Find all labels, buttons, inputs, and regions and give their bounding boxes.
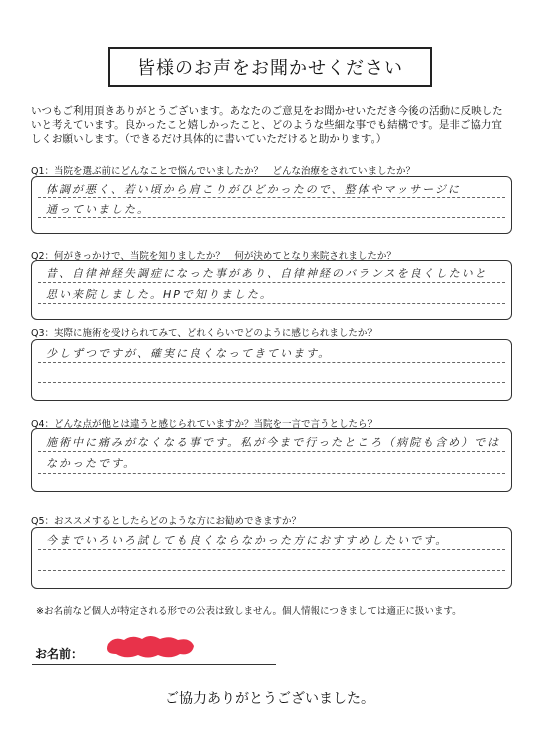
answer-box-2[interactable] — [31, 260, 512, 320]
answer-4-line-2: なかったです。 — [46, 457, 137, 470]
answer-1-line-2: 通っていました。 — [46, 203, 150, 216]
ruled-line — [38, 197, 505, 198]
ruled-line — [38, 570, 505, 571]
thanks-message: ご協力ありがとうございました。 — [165, 691, 375, 707]
question-2: Q2：何がきっかけで、当院を知りましたか？ 何が決めてとなり来院されましたか？ — [31, 251, 396, 262]
answer-box-5[interactable] — [31, 527, 512, 589]
answer-2-line-2: 思い来院しました。HPで知りました。 — [46, 288, 273, 301]
question-1: Q1：当院を選ぶ前にどんなことで悩んでいましたか？ どんな治療をされていましたか？ — [31, 166, 416, 177]
page-title: 皆様のお声をお聞かせください — [108, 47, 432, 87]
ruled-line — [38, 282, 505, 283]
answer-3-line-1: 少しずつですが、確実に良くなってきています。 — [46, 347, 332, 360]
question-3: Q3：実際に施術を受けられてみて、どれくらいでどのように感じられましたか？ — [31, 328, 377, 339]
answer-box-1[interactable] — [31, 176, 512, 234]
privacy-notice: ※お名前など個人が特定される形での公表は致しません。個人情報につきましては適正に扱います。 — [36, 606, 462, 617]
name-field-underline[interactable] — [32, 664, 276, 665]
ruled-line — [38, 473, 505, 474]
ruled-line — [38, 382, 505, 383]
answer-4-line-1: 施術中に痛みがなくなる事です。私が今まで行ったところ（病院も含め）では — [46, 436, 501, 449]
question-4: Q4：どんな点が他とは違うと感じられていますか？当院を一言で言うとしたら？ — [31, 419, 378, 430]
answer-5-line-1: 今までいろいろ試しても良くならなかった方におすすめしたいです。 — [46, 534, 449, 547]
answer-box-3[interactable] — [31, 339, 512, 401]
ruled-line — [38, 362, 505, 363]
name-redaction-mark — [104, 634, 196, 660]
ruled-line — [38, 451, 505, 452]
intro-text: いつもご利用頂きありがとうございます。あなたのご意見をお聞かせいただき今後の活動に反映したいと考えています。良かったこと嬉しかったこと、どのような些細な事でも結構です。是非ご協力宜しくお願いします。（できるだけ具体的に書いていただけると助かります。） — [31, 105, 503, 145]
name-label: お名前： — [35, 647, 84, 661]
answer-2-line-1: 昔、自律神経失調症になった事があり、自律神経のバランスを良くしたいと — [46, 267, 488, 280]
answer-1-line-1: 体調が悪く、若い頃から肩こりがひどかったので、整体やマッサージに — [46, 183, 461, 196]
ruled-line — [38, 217, 505, 218]
answer-box-4[interactable] — [31, 428, 512, 492]
ruled-line — [38, 303, 505, 304]
ruled-line — [38, 549, 505, 550]
question-5: Q5：おススメするとしたらどのような方にお勧めできますか？ — [31, 516, 302, 527]
